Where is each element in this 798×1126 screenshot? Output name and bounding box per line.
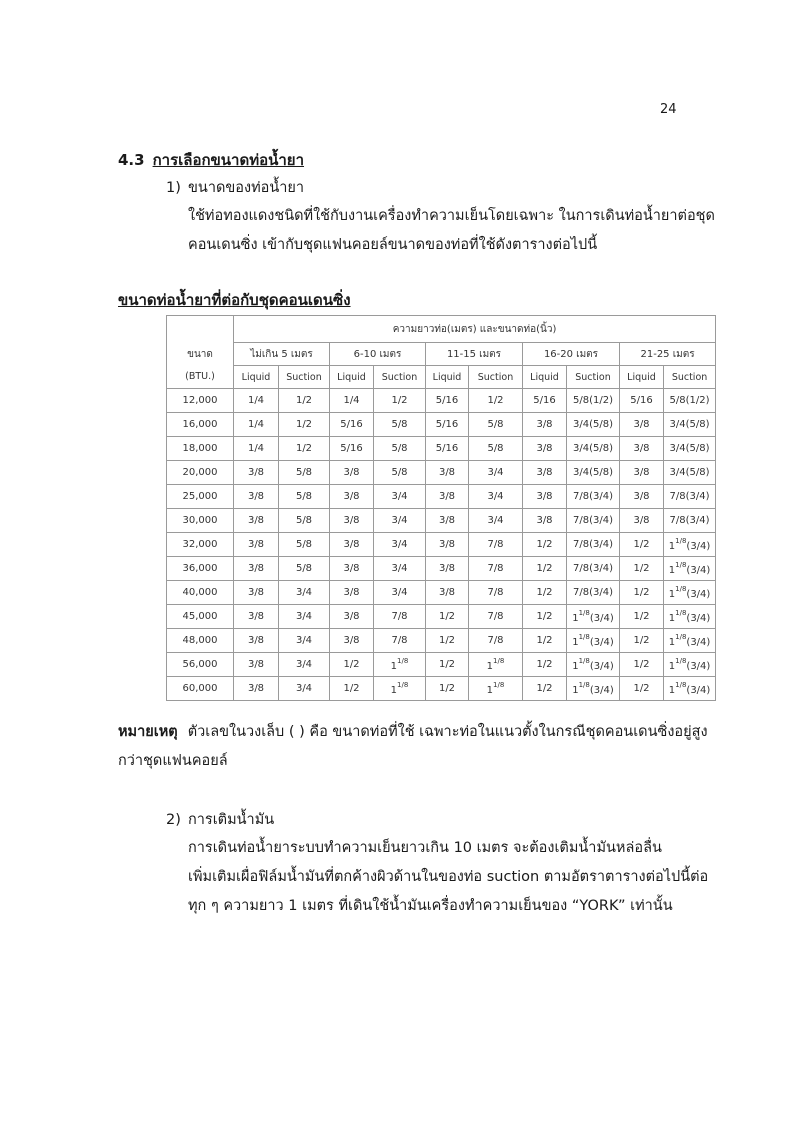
pipe-size-cell: 5/16	[426, 413, 469, 437]
table-row	[167, 509, 716, 533]
sub-header-liquid: Liquid	[620, 366, 664, 389]
pipe-size-cell: 3/8	[620, 461, 664, 485]
pipe-size-cell: 3/8	[234, 677, 279, 701]
pipe-size-cell: 7/8	[469, 533, 523, 557]
pipe-size-cell: 3/4(5/8)	[567, 413, 620, 437]
pipe-size-cell: $1^{1/8}(3/4)$	[567, 677, 620, 701]
pipe-size-cell: 5/16	[330, 437, 374, 461]
pipe-size-cell: 5/8	[374, 437, 426, 461]
item-2-line-3: ทุก ๆ ความยาว 1 เมตร ที่เดินใช้น้ำมันเครื่องทำความเย็นของ “YORK” เท่านั้น	[188, 898, 673, 914]
pipe-size-cell: $1^{1/8}$	[374, 653, 426, 677]
size-header-unit: (BTU.)	[167, 366, 234, 389]
pipe-size-cell: 1/2	[426, 605, 469, 629]
pipe-size-cell: 3/8	[523, 485, 567, 509]
btu-size-cell: 32,000	[167, 533, 234, 557]
pipe-size-cell: 3/4	[279, 653, 330, 677]
pipe-size-cell: 3/8	[234, 485, 279, 509]
pipe-size-cell: 1/2	[523, 629, 567, 653]
pipe-size-cell: 3/8	[330, 485, 374, 509]
pipe-size-cell: 7/8	[374, 605, 426, 629]
table-row	[167, 653, 716, 677]
range-header: 16-20 เมตร	[523, 343, 620, 366]
table-row	[167, 533, 716, 557]
pipe-size-cell: 3/8	[234, 653, 279, 677]
table-row	[167, 557, 716, 581]
pipe-size-cell: 1/4	[234, 437, 279, 461]
btu-size-cell: 12,000	[167, 389, 234, 413]
section-title: การเลือกขนาดท่อน้ำยา	[152, 151, 305, 169]
note-text-continued: กว่าชุดแฟนคอยล์	[118, 753, 228, 769]
size-header-blank	[167, 316, 234, 343]
pipe-size-cell: 3/4	[469, 485, 523, 509]
note-label: หมายเหตุ	[118, 724, 178, 740]
pipe-size-cell: 3/8	[330, 605, 374, 629]
pipe-size-cell: 3/4	[469, 509, 523, 533]
pipe-size-cell: 1/2	[620, 533, 664, 557]
item-2-heading	[166, 808, 274, 831]
pipe-size-cell: 3/8	[234, 605, 279, 629]
range-header: 6-10 เมตร	[330, 343, 426, 366]
pipe-size-cell: 3/8	[330, 533, 374, 557]
btu-size-cell: 16,000	[167, 413, 234, 437]
pipe-size-cell: 1/2	[426, 629, 469, 653]
item-2-line-2: เพิ่มเติมเผื่อฟิล์มน้ำมันที่ตกค้างผิวด้านในของท่อ suction ตามอัตราตารางต่อไปนี้ต่อ	[188, 869, 709, 885]
pipe-size-cell: 3/4	[374, 581, 426, 605]
pipe-size-cell: $1^{1/8}(3/4)$	[567, 605, 620, 629]
pipe-size-cell: 1/2	[523, 533, 567, 557]
pipe-size-cell: 7/8	[374, 629, 426, 653]
item-1-line-2: คอนเดนซิ่ง เข้ากับชุดแฟนคอยล์ขนาดของท่อที่ใช้ดังตารางต่อไปนี้	[188, 237, 598, 253]
pipe-size-cell: 1/2	[279, 389, 330, 413]
pipe-size-table	[166, 315, 716, 701]
btu-size-cell: 56,000	[167, 653, 234, 677]
table-row	[167, 485, 716, 509]
pipe-size-cell: 3/8	[234, 557, 279, 581]
table-row	[167, 413, 716, 437]
item-2-number: 2)	[166, 812, 181, 828]
pipe-size-cell: 3/4	[374, 557, 426, 581]
pipe-size-cell: 3/8	[620, 509, 664, 533]
pipe-size-cell: 3/8	[523, 437, 567, 461]
pipe-size-cell: $1^{1/8}$	[469, 677, 523, 701]
pipe-size-cell: 7/8(3/4)	[567, 485, 620, 509]
pipe-size-cell: 7/8(3/4)	[567, 557, 620, 581]
item-1-number: 1)	[166, 180, 181, 196]
pipe-size-cell: 5/8(1/2)	[567, 389, 620, 413]
pipe-size-cell: 7/8(3/4)	[664, 485, 716, 509]
pipe-size-cell: $1^{1/8}(3/4)$	[567, 629, 620, 653]
pipe-size-cell: $1^{1/8}(3/4)$	[567, 653, 620, 677]
btu-size-cell: 45,000	[167, 605, 234, 629]
range-header: 21-25 เมตร	[620, 343, 716, 366]
pipe-size-cell: 3/4(5/8)	[567, 437, 620, 461]
pipe-size-cell: 1/2	[523, 605, 567, 629]
item-1-line-1: ใช้ท่อทองแดงชนิดที่ใช้กับงานเครื่องทำความเย็นโดยเฉพาะ ในการเดินท่อน้ำยาต่อชุด	[188, 208, 715, 224]
pipe-size-cell: 3/4	[279, 629, 330, 653]
sub-header-suction: Suction	[279, 366, 330, 389]
sub-header-suction: Suction	[469, 366, 523, 389]
pipe-size-cell: 1/2	[620, 557, 664, 581]
pipe-size-cell: 1/2	[374, 389, 426, 413]
pipe-size-cell: 1/2	[330, 677, 374, 701]
btu-size-cell: 48,000	[167, 629, 234, 653]
table-row	[167, 461, 716, 485]
pipe-size-cell: 1/2	[330, 653, 374, 677]
pipe-size-cell: 3/8	[620, 437, 664, 461]
pipe-size-cell: 5/8	[374, 413, 426, 437]
pipe-size-cell: 7/8(3/4)	[664, 509, 716, 533]
pipe-size-cell: 3/4(5/8)	[664, 413, 716, 437]
sub-header-liquid: Liquid	[330, 366, 374, 389]
pipe-size-cell: $1^{1/8}(3/4)$	[664, 557, 716, 581]
pipe-size-cell: 5/16	[426, 389, 469, 413]
pipe-size-cell: 5/8(1/2)	[664, 389, 716, 413]
pipe-size-cell: 3/8	[426, 461, 469, 485]
pipe-size-cell: 1/2	[523, 653, 567, 677]
pipe-size-cell: 1/2	[523, 677, 567, 701]
pipe-size-cell: 3/8	[426, 485, 469, 509]
pipe-size-cell: 5/8	[279, 509, 330, 533]
size-header-label: ขนาด	[167, 343, 234, 366]
pipe-size-cell: 3/8	[234, 509, 279, 533]
btu-size-cell: 36,000	[167, 557, 234, 581]
pipe-size-cell: 3/4	[374, 509, 426, 533]
pipe-size-cell: 7/8	[469, 581, 523, 605]
page-number: 24	[660, 102, 677, 117]
pipe-size-cell: 1/2	[620, 677, 664, 701]
pipe-size-cell: 1/2	[469, 389, 523, 413]
table-row	[167, 677, 716, 701]
pipe-size-cell: 5/8	[279, 485, 330, 509]
pipe-size-cell: $1^{1/8}(3/4)$	[664, 677, 716, 701]
pipe-size-cell: 3/4(5/8)	[664, 437, 716, 461]
table-caption: ขนาดท่อน้ำยาที่ต่อกับชุดคอนเดนซิ่ง	[118, 291, 351, 309]
range-header: ไม่เกิน 5 เมตร	[234, 343, 330, 366]
pipe-size-cell: 5/8	[374, 461, 426, 485]
table-row	[167, 389, 716, 413]
pipe-size-cell: 5/8	[279, 557, 330, 581]
pipe-size-cell: 5/16	[523, 389, 567, 413]
pipe-size-cell: 3/8	[426, 581, 469, 605]
btu-size-cell: 18,000	[167, 437, 234, 461]
pipe-size-cell: 3/4	[374, 485, 426, 509]
pipe-size-cell: 3/4	[279, 677, 330, 701]
pipe-size-cell: 3/8	[523, 413, 567, 437]
note	[118, 720, 708, 743]
pipe-size-cell: 3/4(5/8)	[664, 461, 716, 485]
pipe-size-cell: 3/8	[620, 413, 664, 437]
pipe-size-cell: 5/8	[279, 533, 330, 557]
pipe-size-cell: 3/8	[234, 581, 279, 605]
pipe-size-cell: 3/4	[279, 605, 330, 629]
pipe-size-cell: $1^{1/8}(3/4)$	[664, 533, 716, 557]
pipe-size-cell: $1^{1/8}(3/4)$	[664, 605, 716, 629]
pipe-size-cell: 7/8(3/4)	[567, 509, 620, 533]
pipe-size-cell: 3/8	[620, 485, 664, 509]
pipe-size-cell: 3/8	[234, 533, 279, 557]
item-2-line-1: การเดินท่อน้ำยาระบบทำความเย็นยาวเกิน 10 เมตร จะต้องเติมน้ำมันหล่อลื่น	[188, 840, 662, 856]
pipe-size-cell: 1/4	[234, 413, 279, 437]
pipe-size-cell: 3/8	[426, 509, 469, 533]
btu-size-cell: 25,000	[167, 485, 234, 509]
pipe-size-cell: 3/8	[523, 509, 567, 533]
pipe-size-cell: 3/4	[469, 461, 523, 485]
note-text: ตัวเลขในวงเล็บ ( ) คือ ขนาดท่อที่ใช้ เฉพาะท่อในแนวตั้งในกรณีชุดคอนเดนซิ่งอยู่สูง	[187, 724, 708, 740]
pipe-size-cell: 3/8	[426, 557, 469, 581]
pipe-size-cell: 1/2	[523, 581, 567, 605]
pipe-size-cell: 1/2	[620, 581, 664, 605]
table-row	[167, 605, 716, 629]
pipe-size-cell: $1^{1/8}(3/4)$	[664, 629, 716, 653]
pipe-size-cell: 3/8	[330, 509, 374, 533]
pipe-size-cell: 7/8	[469, 557, 523, 581]
range-header: 11-15 เมตร	[426, 343, 523, 366]
pipe-size-cell: $1^{1/8}(3/4)$	[664, 653, 716, 677]
pipe-size-cell: 7/8(3/4)	[567, 533, 620, 557]
length-group-header: ความยาวท่อ(เมตร) และขนาดท่อ(นิ้ว)	[234, 316, 716, 343]
pipe-size-cell: 3/8	[234, 461, 279, 485]
pipe-size-cell: $1^{1/8}$	[469, 653, 523, 677]
pipe-size-cell: 5/8	[469, 413, 523, 437]
table-row	[167, 629, 716, 653]
sub-header-suction: Suction	[664, 366, 716, 389]
pipe-size-cell: 1/2	[426, 677, 469, 701]
pipe-size-cell: 1/4	[330, 389, 374, 413]
section-heading	[118, 148, 304, 172]
pipe-size-cell: 1/2	[523, 557, 567, 581]
btu-size-cell: 40,000	[167, 581, 234, 605]
pipe-size-cell: 7/8	[469, 629, 523, 653]
sub-header-suction: Suction	[567, 366, 620, 389]
pipe-size-cell: 3/8	[330, 629, 374, 653]
section-number: 4.3	[118, 151, 145, 169]
table-row	[167, 437, 716, 461]
item-1-title: ขนาดของท่อน้ำยา	[188, 180, 305, 196]
pipe-size-cell: 1/2	[426, 653, 469, 677]
sub-header-liquid: Liquid	[523, 366, 567, 389]
sub-header-liquid: Liquid	[234, 366, 279, 389]
pipe-size-cell: 1/2	[620, 605, 664, 629]
pipe-size-cell: 5/16	[620, 389, 664, 413]
pipe-size-cell: 5/16	[426, 437, 469, 461]
pipe-size-cell: 1/2	[279, 413, 330, 437]
item-2-title: การเติมน้ำมัน	[188, 812, 275, 828]
pipe-size-cell: 3/4	[279, 581, 330, 605]
pipe-size-cell: 3/8	[426, 533, 469, 557]
pipe-size-cell: 7/8(3/4)	[567, 581, 620, 605]
pipe-size-table-container	[166, 315, 715, 696]
pipe-size-cell: 3/8	[234, 629, 279, 653]
pipe-size-cell: 3/4(5/8)	[567, 461, 620, 485]
pipe-size-cell: 3/8	[330, 581, 374, 605]
item-1-heading	[166, 176, 304, 199]
pipe-size-cell: $1^{1/8}$	[374, 677, 426, 701]
sub-header-suction: Suction	[374, 366, 426, 389]
btu-size-cell: 60,000	[167, 677, 234, 701]
pipe-size-cell: 3/8	[330, 461, 374, 485]
pipe-size-cell: 3/8	[330, 557, 374, 581]
pipe-size-cell: 5/8	[469, 437, 523, 461]
pipe-size-cell: 3/8	[523, 461, 567, 485]
pipe-size-cell: 1/2	[279, 437, 330, 461]
table-row	[167, 581, 716, 605]
pipe-size-cell: 7/8	[469, 605, 523, 629]
btu-size-cell: 30,000	[167, 509, 234, 533]
pipe-size-cell: 5/16	[330, 413, 374, 437]
pipe-size-cell: 1/4	[234, 389, 279, 413]
pipe-size-cell: $1^{1/8}(3/4)$	[664, 581, 716, 605]
pipe-size-cell: 1/2	[620, 629, 664, 653]
pipe-size-cell: 1/2	[620, 653, 664, 677]
pipe-size-cell: 5/8	[279, 461, 330, 485]
sub-header-liquid: Liquid	[426, 366, 469, 389]
pipe-size-cell: 3/4	[374, 533, 426, 557]
btu-size-cell: 20,000	[167, 461, 234, 485]
